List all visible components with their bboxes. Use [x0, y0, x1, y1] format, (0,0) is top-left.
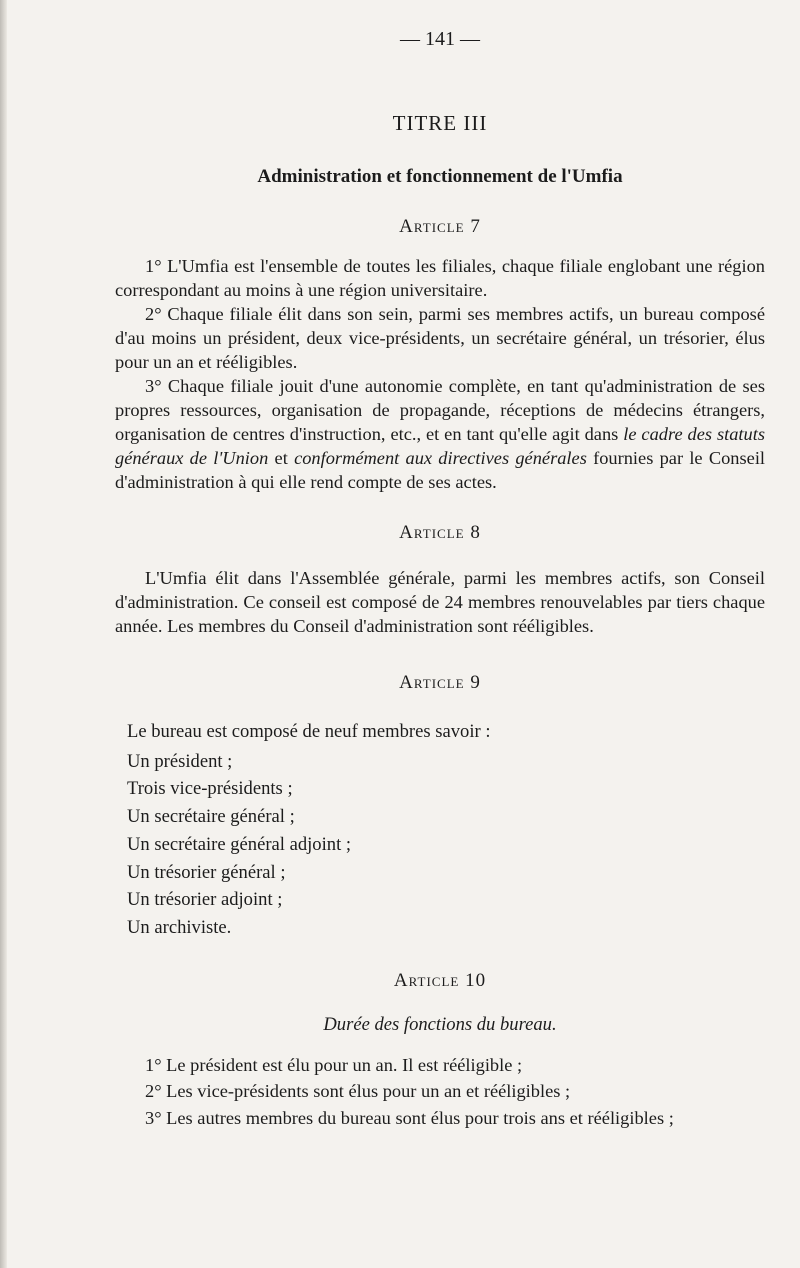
- article-9-intro: Le bureau est composé de neuf membres savoir :: [127, 721, 491, 742]
- article-7-paragraph-3: [115, 374, 765, 494]
- list-item: Un président ;: [127, 750, 233, 772]
- page-number: — 141 —: [400, 28, 480, 50]
- article-8-heading: Article 8: [399, 522, 481, 543]
- article-10-paragraph-3: 3° Les autres membres du bureau sont élus pour trois ans et rééligibles ;: [145, 1107, 674, 1128]
- article-7-p3-italic-2: conformément aux directives générales: [294, 448, 587, 468]
- article-7-p3-part-b: et: [268, 448, 295, 468]
- article-7-p3-part-a: 3° Chaque filiale jouit d'une autonomie complète, en tant qu'administration de ses propres ressources, organisation de propagande, réceptions de médecins étrangers, organisation de centres d'instruction, etc., et en tant qu'elle agit dans: [115, 376, 765, 444]
- article-7-p3-italic-1: le cadre des statuts généraux de l'Union: [115, 424, 765, 468]
- list-item: Un secrétaire général ;: [127, 806, 295, 828]
- list-item: Un trésorier adjoint ;: [127, 889, 283, 911]
- list-item: Un trésorier général ;: [127, 861, 286, 883]
- list-item: Un secrétaire général adjoint ;: [127, 833, 352, 855]
- article-7-body: [115, 254, 765, 494]
- article-10-paragraph-1: 1° Le président est élu pour un an. Il est rééligible ;: [145, 1054, 523, 1075]
- article-9-heading: Article 9: [399, 672, 481, 693]
- section-subtitle: Administration et fonctionnement de l'Umfia: [257, 166, 623, 187]
- article-8-paragraph-1: L'Umfia élit dans l'Assemblée générale, parmi les membres actifs, son Conseil d'administration. Ce conseil est composé de 24 membres renouvelables par tiers chaque année. Les membres du Conseil d'administration sont rééligibles.: [115, 568, 765, 636]
- page-edge-shadow: [0, 0, 7, 1268]
- article-7-paragraph-2: 2° Chaque filiale élit dans son sein, parmi ses membres actifs, un bureau composé d'au moins un président, deux vice-présidents, un secrétaire général, un trésorier, élus pour un an et rééligibles.: [115, 304, 765, 372]
- article-10-heading: Article 10: [393, 969, 487, 991]
- article-8-body: [115, 566, 765, 638]
- page-content: [115, 22, 765, 1131]
- title-heading: TITRE III: [392, 111, 488, 135]
- article-7-heading: Article 7: [399, 216, 481, 237]
- article-9-list: [115, 748, 765, 942]
- article-10-subheading: Durée des fonctions du bureau.: [323, 1013, 557, 1035]
- article-7-paragraph-1: 1° L'Umfia est l'ensemble de toutes les filiales, chaque filiale englobant une région correspondant au moins à une région universitaire.: [115, 256, 765, 300]
- article-10-body: [115, 1052, 765, 1132]
- list-item: Un archiviste.: [127, 916, 232, 938]
- article-9-body: [115, 718, 765, 942]
- article-7-p3-part-c: fournies par le Conseil d'administration à qui elle rend compte de ses actes.: [115, 448, 766, 492]
- list-item: Trois vice-présidents ;: [127, 778, 293, 800]
- article-10-paragraph-2: 2° Les vice-présidents sont élus pour un an et rééligibles ;: [145, 1081, 571, 1102]
